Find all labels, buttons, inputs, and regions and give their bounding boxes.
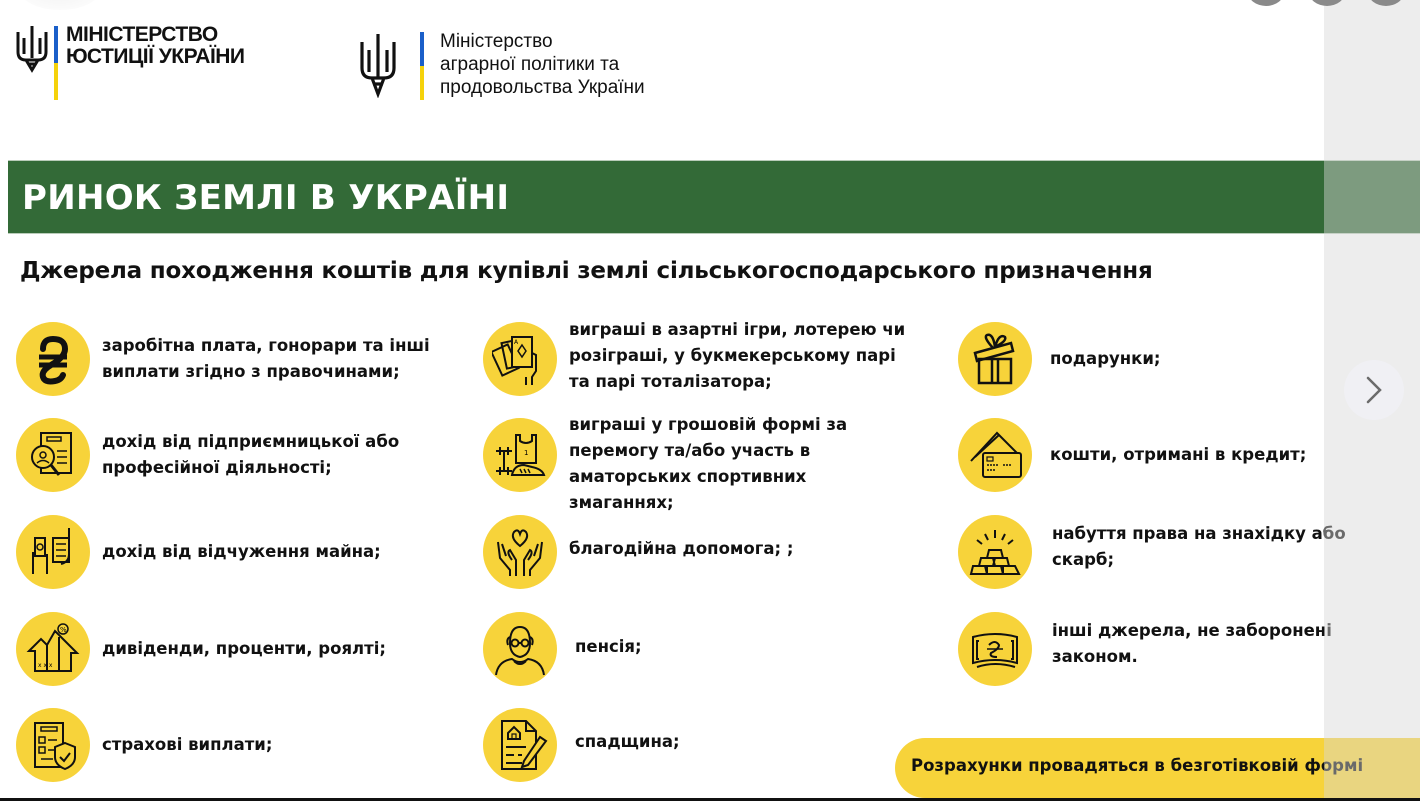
svg-text:x x x: x x x <box>38 662 53 669</box>
source-text: страхові виплати; <box>102 735 273 754</box>
source-text: виграші у грошовій формі за перемогу та/або участь в аматорських спортивних змаганнях; <box>569 415 848 512</box>
source-item <box>16 322 430 396</box>
source-item <box>958 515 1346 589</box>
source-item <box>16 515 381 589</box>
chevron-right-icon <box>1363 374 1385 406</box>
source-item <box>16 418 399 492</box>
property-sale-icon <box>16 515 90 589</box>
source-text: благодійна допомога; ; <box>569 539 794 558</box>
gift-icon <box>958 322 1032 396</box>
svg-text:1: 1 <box>524 449 529 457</box>
source-item <box>16 612 386 686</box>
source-text: дивіденди, проценти, роялті; <box>102 639 386 658</box>
credit-card-icon <box>958 418 1032 492</box>
logo-agrarian-ministry <box>358 30 645 100</box>
agrarian-ministry-name: Міністерство аграрної політики та продовольства України <box>440 31 645 98</box>
insurance-checklist-icon <box>16 708 90 782</box>
source-item <box>483 412 847 516</box>
source-text: заробітна плата, гонорари та інші виплати згідно з правочинами; <box>102 336 430 381</box>
inheritance-document-icon <box>483 708 557 782</box>
playing-cards-icon <box>483 322 557 396</box>
pensioner-icon <box>483 612 557 686</box>
source-text: інші джерела, не заборонені законом. <box>1052 621 1332 666</box>
flag-bar <box>54 26 58 100</box>
source-item <box>483 515 793 589</box>
source-text: набуття права на знахідку або скарб; <box>1052 524 1346 569</box>
hryvnia-icon <box>16 322 90 396</box>
source-text: кошти, отримані в кредит; <box>1050 445 1307 464</box>
logo-justice-ministry <box>14 24 245 100</box>
source-item <box>16 708 272 782</box>
title-banner <box>8 160 1420 234</box>
gold-bars-icon <box>958 515 1032 589</box>
trident-icon <box>358 32 398 98</box>
cashless-notice-text: Розрахунки провадяться в безготівковій формі <box>911 756 1364 775</box>
source-text: спадщина; <box>575 732 680 751</box>
source-text: виграші в азартні ігри, лотерею чи розіграші, у букмекерському парі та парі тоталізатора; <box>569 320 906 391</box>
justice-ministry-name: МІНІСТЕРСТВО ЮСТИЦІЇ УКРАЇНИ <box>66 23 245 68</box>
source-item <box>483 708 680 782</box>
charity-hands-icon <box>483 515 557 589</box>
carousel-control-dot[interactable] <box>1248 0 1284 6</box>
source-text: пенсія; <box>575 637 642 656</box>
section-subtitle: Джерела походження коштів для купівлі землі сільськогосподарського призначення <box>20 258 1153 284</box>
source-text: подарунки; <box>1050 349 1161 368</box>
sports-icon <box>483 418 557 492</box>
source-text: дохід від підприємницької або професійної діяльності; <box>102 432 400 477</box>
flag-bar <box>420 32 424 100</box>
top-shadow <box>20 0 100 10</box>
next-slide-button[interactable] <box>1344 360 1404 420</box>
source-item <box>483 612 642 686</box>
svg-text:%: % <box>60 626 67 634</box>
bottom-divider <box>0 798 1420 801</box>
trident-icon <box>14 24 50 74</box>
document-search-icon <box>16 418 90 492</box>
source-text: дохід від відчуження майна; <box>102 542 381 561</box>
source-item <box>958 418 1306 492</box>
source-item <box>958 612 1332 686</box>
banknote-icon <box>958 612 1032 686</box>
source-item <box>483 316 905 396</box>
source-item <box>958 322 1161 396</box>
dividends-houses-icon <box>16 612 90 686</box>
page-title: РИНОК ЗЕМЛІ В УКРАЇНІ <box>22 178 510 218</box>
svg-text:A: A <box>514 339 519 346</box>
